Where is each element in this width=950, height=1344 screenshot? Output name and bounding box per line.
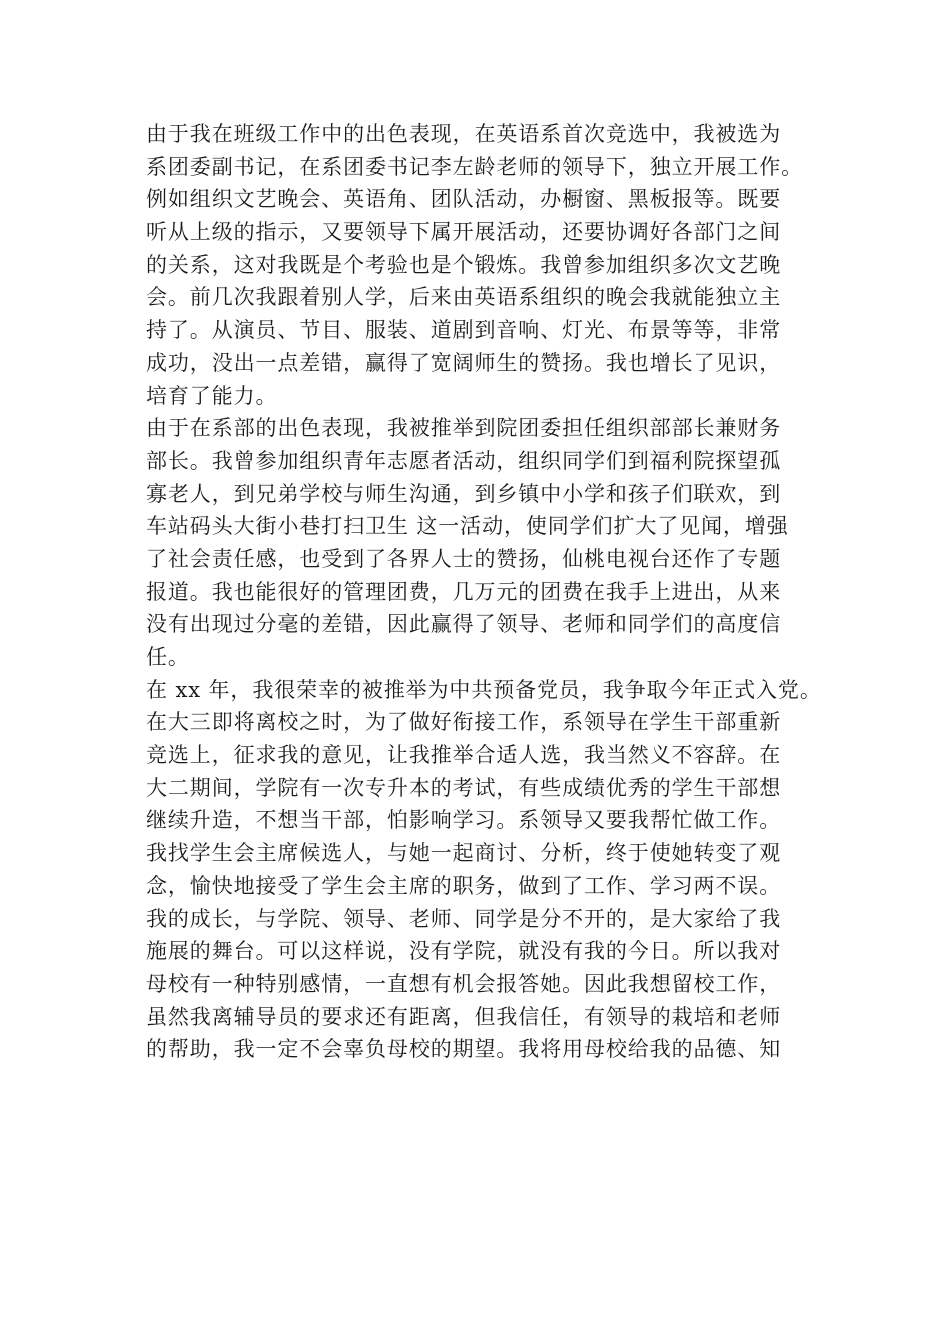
text-line: 施展的舞台。可以这样说，没有学院，就没有我的今日。所以我对 — [146, 939, 782, 964]
text-line: 竞选上，征求我的意见，让我推举合适人选，我当然义不容辞。在 — [146, 743, 782, 768]
text-line: 系团委副书记，在系团委书记李左龄老师的领导下，独立开展工作。 — [146, 154, 803, 179]
text-line: 母校有一种特别感情，一直想有机会报答她。因此我想留校工作， — [146, 971, 782, 996]
text-line: 在大三即将离校之时，为了做好衔接工作，系领导在学生干部重新 — [146, 710, 782, 735]
text-line: 持了。从演员、节目、服装、道剧到音响、灯光、布景等等，非常 — [146, 318, 782, 343]
text-line: 我的成长，与学院、领导、老师、同学是分不开的，是大家给了我 — [146, 906, 782, 931]
text-line: 在 xx 年，我很荣幸的被推举为中共预备党员，我争取今年正式入党。 — [146, 677, 822, 702]
text-line: 的关系，这对我既是个考验也是个锻炼。我曾参加组织多次文艺晚 — [146, 252, 782, 277]
text-line: 我找学生会主席候选人，与她一起商讨、分析，终于使她转变了观 — [146, 841, 782, 866]
text-line: 听从上级的指示，又要领导下属开展活动，还要协调好各部门之间 — [146, 220, 782, 245]
text-line: 虽然我离辅导员的要求还有距离，但我信任，有领导的栽培和老师 — [146, 1004, 782, 1029]
text-line: 部长。我曾参加组织青年志愿者活动，组织同学们到福利院探望孤 — [146, 448, 782, 473]
text-line: 培育了能力。 — [146, 383, 278, 408]
text-line: 了社会责任感，也受到了各界人士的赞扬，仙桃电视台还作了专题 — [146, 546, 782, 571]
text-line: 大二期间，学院有一次专升本的考试，有些成绩优秀的学生干部想 — [146, 775, 782, 800]
text-line: 成功，没出一点差错，赢得了宽阔师生的赞扬。我也增长了见识， — [146, 350, 782, 375]
text-line: 由于在系部的出色表现，我被推举到院团委担任组织部部长兼财务 — [146, 416, 782, 441]
text-line: 继续升造，不想当干部，怕影响学习。系领导又要我帮忙做工作。 — [146, 808, 782, 833]
text-line: 车站码头大街小巷打扫卫生 这一活动，使同学们扩大了见闻，增强 — [146, 514, 789, 539]
text-line: 寡老人，到兄弟学校与师生沟通，到乡镇中小学和孩子们联欢，到 — [146, 481, 782, 506]
text-line: 由于我在班级工作中的出色表现，在英语系首次竞选中，我被选为 — [146, 122, 782, 146]
text-line: 会。前几次我跟着别人学，后来由英语系组织的晚会我就能独立主 — [146, 285, 782, 310]
text-line: 念，愉快地接受了学生会主席的职务，做到了工作、学习两不误。 — [146, 873, 782, 898]
text-line: 没有出现过分毫的差错，因此赢得了领导、老师和同学们的高度信 — [146, 612, 782, 637]
text-line: 例如组织文艺晚会、英语角、团队活动，办橱窗、黑板报等。既要 — [146, 187, 782, 212]
text-line: 的帮助，我一定不会辜负母校的期望。我将用母校给我的品德、知 — [146, 1037, 782, 1062]
text-line: 报道。我也能很好的管理团费，几万元的团费在我手上进出，从来 — [146, 579, 782, 604]
document-body — [146, 118, 826, 1066]
text-line: 任。 — [146, 645, 190, 669]
